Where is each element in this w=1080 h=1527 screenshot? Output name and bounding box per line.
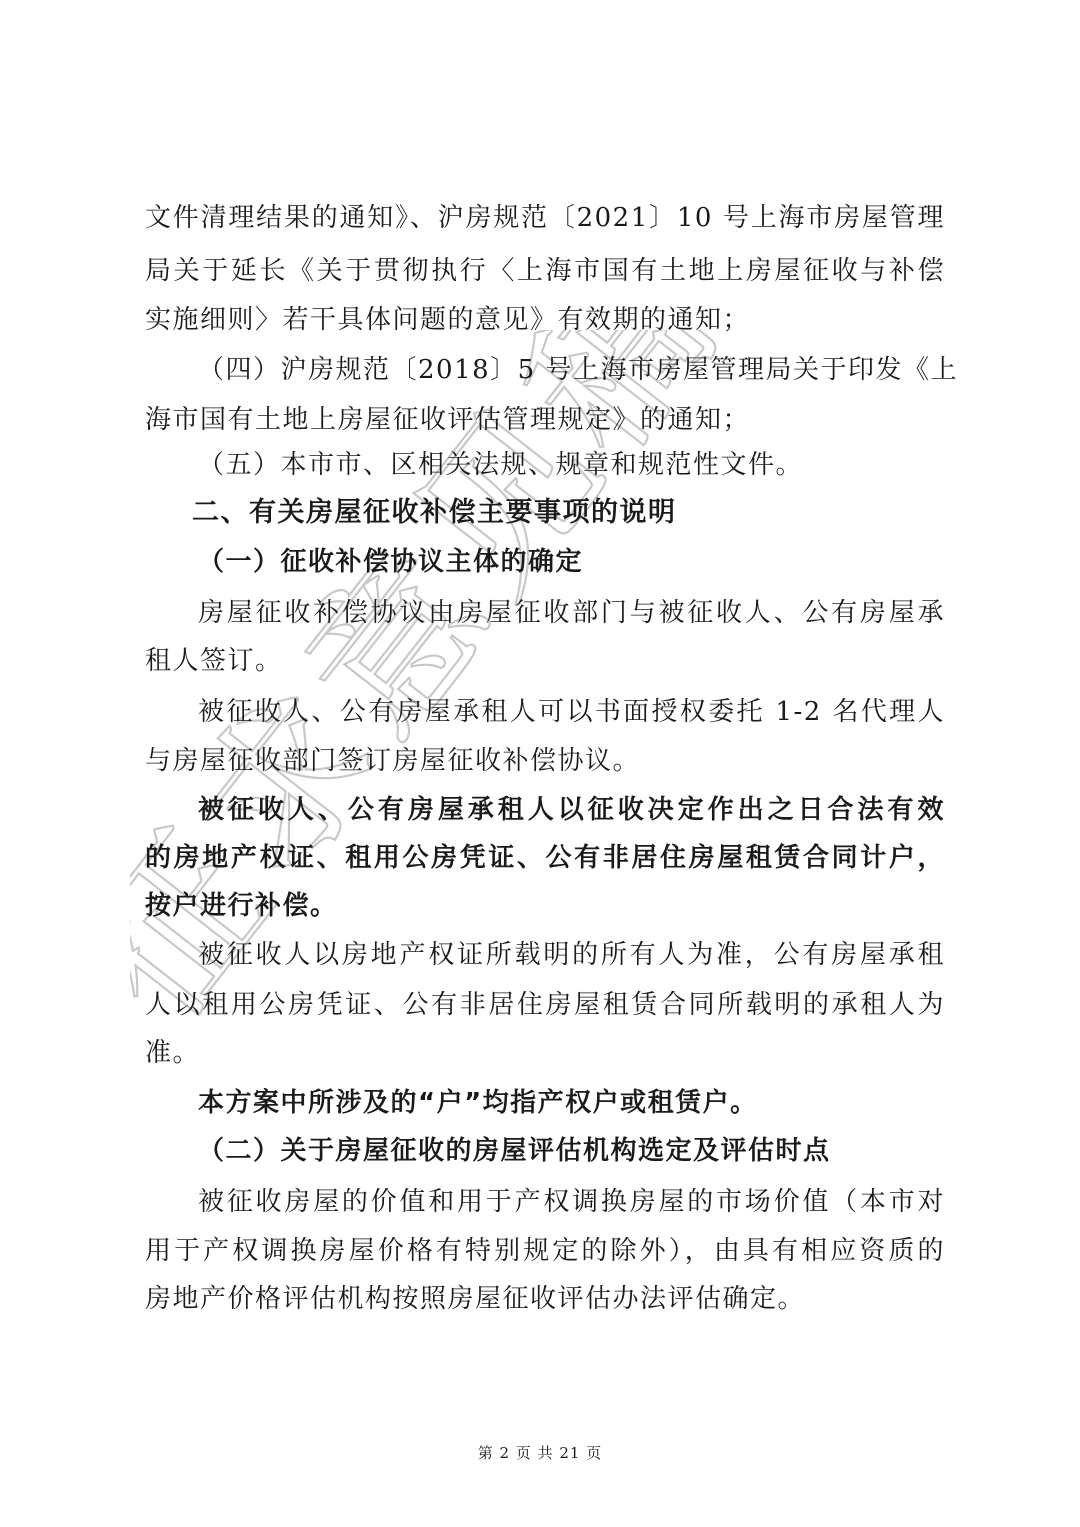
body-line: 文件清理结果的通知》、沪房规范〔2021〕10 号上海市房屋管理 (145, 203, 945, 233)
body-line: 被征收人以房地产权证所载明的所有人为准，公有房屋承租 (198, 940, 945, 970)
body-line: 准。 (145, 1038, 201, 1068)
body-line: 人以租用公房凭证、公有非居住房屋租赁合同所载明的承租人为 (145, 990, 945, 1020)
emphasis-line: 的房地产权证、租用公房凭证、公有非居住房屋租赁合同计户， (145, 843, 945, 873)
section-heading: 二、有关房屋征收补偿主要事项的说明 (192, 497, 677, 528)
subsection-heading: （一）征收补偿协议主体的确定 (198, 547, 584, 577)
body-line: 与房屋征收部门签订房屋征收补偿协议。 (145, 746, 641, 776)
body-line: 租人签订。 (145, 646, 283, 676)
emphasis-line: 本方案中所涉及的“户”均指产权户或租赁户。 (198, 1088, 758, 1118)
page-footer: 第 2 页 共 21 页 (477, 1444, 603, 1462)
body-line: 被征收人、公有房屋承租人可以书面授权委托 1-2 名代理人 (198, 697, 945, 727)
body-line: 局关于延长《关于贯彻执行〈上海市国有土地上房屋征收与补偿 (145, 256, 945, 286)
body-line: （五）本市市、区相关法规、规章和规范性文件。 (198, 450, 804, 480)
watermark-text: 征求意见稿 (130, 330, 757, 1056)
body-line: 用于产权调换房屋价格有特别规定的除外），由具有相应资质的 (145, 1236, 945, 1266)
body-line: （四）沪房规范〔2018〕5 号上海市房屋管理局关于印发《上 (198, 355, 958, 385)
body-line: 海市国有土地上房屋征收评估管理规定》的通知； (145, 405, 751, 435)
emphasis-line: 按户进行补偿。 (145, 891, 338, 921)
body-line: 实施细则〉若干具体问题的意见》有效期的通知； (145, 305, 751, 335)
body-line: 被征收房屋的价值和用于产权调换房屋的市场价值（本市对 (198, 1187, 945, 1217)
body-line: 房屋征收补偿协议由房屋征收部门与被征收人、公有房屋承 (198, 598, 945, 628)
emphasis-line: 被征收人、公有房屋承租人以征收决定作出之日合法有效 (198, 795, 945, 825)
body-line: 房地产价格评估机构按照房屋征收评估办法评估确定。 (145, 1284, 806, 1314)
subsection-heading: （二）关于房屋征收的房屋评估机构选定及评估时点 (198, 1136, 831, 1166)
